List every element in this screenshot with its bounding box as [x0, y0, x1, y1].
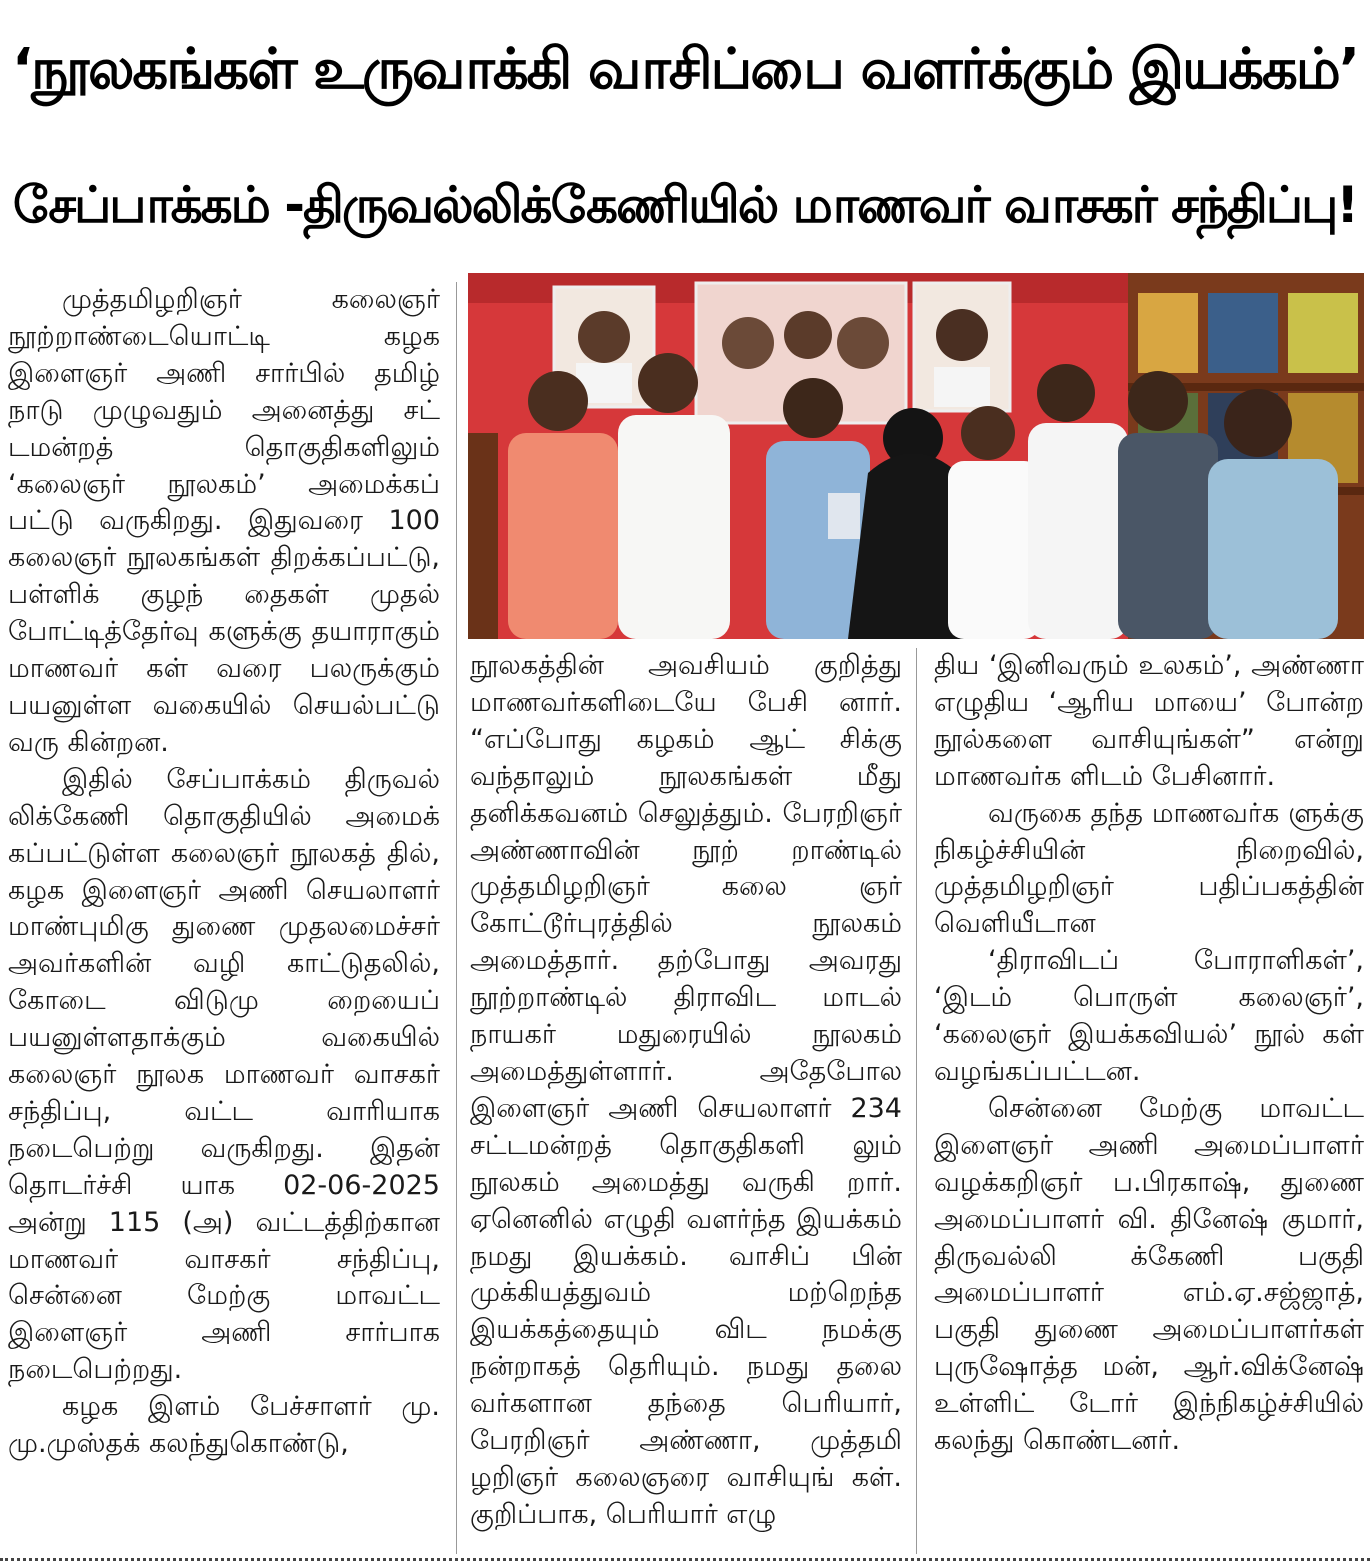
event-photo [468, 273, 1364, 639]
headline-line-2: சேப்பாக்கம் -திருவல்லிக்கேணியில் மாணவர் வாசகர் சந்திப்பு! [12, 176, 1358, 234]
event-photo-illustration [468, 273, 1364, 639]
article-paragraph: முத்தமிழறிஞர் கலைஞர் நூற்றாண்டையொட்டி கழக இளைஞர் அணி சார்பில் தமிழ் நாடு முழுவதும் அனைத்து சட் டமன்றத் தொகுதிகளிலும் ‘கலைஞர் நூலகம்’ அமைக்கப் பட்டு வருகிறது. இதுவரை 100 கலைஞர் நூலகங்கள் திறக்கப்பட்டு, பள்ளிக் குழந் தைகள் முதல் போட்டித்தேர்வு களுக்கு தயாராகும் மாணவர் கள் வரை பலருக்கும் பயனுள்ள வகையில் செயல்பட்டு வரு கின்றன. [8, 284, 440, 758]
article-paragraph: வருகை தந்த மாணவர்க ளுக்கு நிகழ்ச்சியின் நிறைவில், முத்தமிழறிஞர் பதிப்பகத்தின் வெளியீடான [934, 797, 1364, 940]
article-paragraph: கழக இளம் பேச்சாளர் மு. மு.முஸ்தக் கலந்துகொண்டு, [8, 1391, 440, 1460]
bottom-dotted-rule [0, 1558, 1370, 1561]
article-column-1 [8, 282, 440, 1557]
column-divider [916, 648, 917, 1554]
article-paragraph: சென்னை மேற்கு மாவட்ட இளைஞர் அணி அமைப்பாளர் வழக்கறிஞர் ப.பிரகாஷ், துணை அமைப்பாளர் வி. தினேஷ் குமார், திருவல்லி க்கேணி பகுதி அமைப்பாளர் எம்.ஏ.சஜ்ஜாத், பகுதி துணை அமைப்பாளர்கள் புருஷோத்த மன், ஆர்.விக்னேஷ் உள்ளிட் டோர் இந்நிகழ்ச்சியில் கலந்து கொண்டனர். [934, 1092, 1364, 1457]
article-paragraph: இதில் சேப்பாக்கம் திருவல் லிக்கேணி தொகுதியில் அமைக் கப்பட்டுள்ள கலைஞர் நூலகத் தில், கழக இளைஞர் அணி செயலாளர் மாண்புமிகு துணை முதலமைச்சர் அவர்களின் வழி காட்டுதலில், கோடை விடுமு றையைப் பயனுள்ளதாக்கும் வகையில் கலைஞர் நூலக மாணவர் வாசகர் சந்திப்பு, வட்ட வாரியாக நடைபெற்று வருகிறது. இதன் தொடர்ச்சி யாக 02-06-2025 அன்று 115 (அ) வட்டத்திற்கான மாணவர் வாசகர் சந்திப்பு, சென்னை மேற்கு மாவட்ட இளைஞர் அணி சார்பாக நடைபெற்றது. [8, 763, 440, 1386]
article-paragraph: திய ‘இனிவரும் உலகம்’, அண்ணா எழுதிய ‘ஆரிய மாயை’ போன்ற நூல்களை வாசியுங்கள்” என்று மாணவர்க ளிடம் பேசினார். [934, 650, 1364, 792]
article-paragraph: நூலகத்தின் அவசியம் குறித்து மாணவர்களிடையே பேசி னார். “எப்போது கழகம் ஆட் சிக்கு வந்தாலும் நூலகங்கள் மீது தனிக்கவனம் செலுத்தும். பேரறிஞர் அண்ணாவின் நூற் றாண்டில் முத்தமிழறிஞர் கலை ஞர் கோட்டூர்புரத்தில் நூலகம் அமைத்தார். தற்போது அவரது நூற்றாண்டில் திராவிட மாடல் நாயகர் மதுரையில் நூலகம் அமைத்துள்ளார். அதேபோல இளைஞர் அணி செயலாளர் 234 சட்டமன்றத் தொகுதிகளி லும் நூலகம் அமைத்து வருகி றார். ஏனெனில் எழுதி வளர்ந்த இயக்கம் நமது இயக்கம். வாசிப் பின் முக்கியத்துவம் மற்றெந்த இயக்கத்தையும் விட நமக்கு நன்றாகத் தெரியும். நமது தலை வர்களான தந்தை பெரியார், பேரறிஞர் அண்ணா, முத்தமி ழறிஞர் கலைஞரை வாசியுங் கள். குறிப்பாக, பெரியார் எழு [470, 650, 902, 1530]
column-divider [456, 282, 457, 1554]
headline-line-1: ‘நூலகங்கள் உருவாக்கி வாசிப்பை வளர்க்கும் இயக்கம்’ [11, 37, 1359, 102]
article-paragraph: ‘திராவிடப் போராளிகள்’, ‘இடம் பொருள் கலைஞர்’, ‘கலைஞர் இயக்கவியல்’ நூல் கள் வழங்கப்பட்டன. [934, 945, 1364, 1087]
article-column-2 [470, 648, 902, 1557]
article-column-3 [934, 648, 1364, 1557]
